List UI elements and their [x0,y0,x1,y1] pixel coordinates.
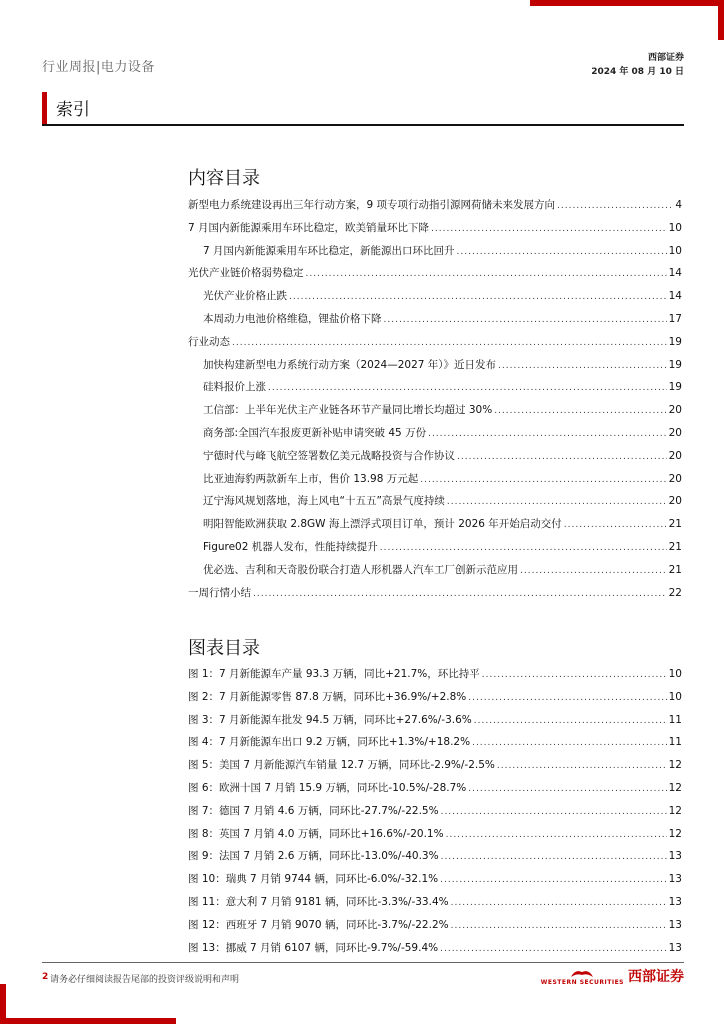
toc-entry[interactable] [188,539,682,562]
toc-entry[interactable] [188,917,682,940]
toc-leader-dots [498,361,667,371]
toc-entry-title: 比亚迪海豹两款新车上市，售价 13.98 万元起 [203,472,419,485]
toc-entry-title: 优必选、吉利和天奇股份联合打造人形机器人汽车工厂创新示范应用 [203,563,518,576]
toc-entry-page: 10 [668,668,682,680]
toc-entry-page: 17 [668,312,682,325]
toc-entry-page: 4 [675,199,682,211]
toc-leader-dots [420,475,666,485]
firm-name: 西部证券 [647,53,684,63]
footer-divider [42,962,684,963]
contents-list [188,197,682,607]
toc-entry-page: 12 [668,781,682,794]
toc-entry[interactable] [188,311,682,334]
contents-title: 内容目录 [188,168,260,189]
top-accent-bar [530,0,724,6]
toc-leader-dots [557,201,673,211]
toc-entry-page: 13 [668,918,682,931]
toc-entry-page: 13 [668,941,682,954]
toc-entry[interactable] [188,562,682,585]
toc-entry-page: 22 [668,586,682,599]
toc-entry[interactable] [188,516,682,539]
toc-entry-page: 20 [668,472,682,485]
toc-leader-dots [482,670,667,680]
toc-entry-page: 13 [668,873,682,886]
toc-entry-title: 图 12：西班牙 7 月销 9070 辆，同环比-3.7%/-22.2% [188,918,449,931]
toc-entry[interactable] [188,803,682,826]
toc-entry-title: 商务部:全国汽车报废更新补贴申请突破 45 万份 [203,426,427,439]
toc-entry[interactable] [188,197,682,220]
index-title: 索引 [56,100,90,120]
toc-entry[interactable] [188,871,682,894]
toc-leader-dots [440,875,667,885]
top-accent-bar-vertical [718,0,724,40]
toc-entry[interactable] [188,712,682,735]
toc-entry-page: 19 [668,381,682,394]
toc-entry-title: 加快构建新型电力系统行动方案（2024—2027 年）》近日发布 [203,358,497,371]
toc-entry[interactable] [188,220,682,243]
toc-entry[interactable] [188,402,682,425]
toc-leader-dots [468,693,666,703]
toc-entry[interactable] [188,848,682,871]
index-marker [42,92,47,124]
toc-entry-title: 图 8：英国 7 月销 4.0 万辆，同环比+16.6%/-20.1% [188,827,444,840]
toc-entry-page: 20 [668,404,682,417]
toc-entry-title: 图 5：美国 7 月新能源汽车销量 12.7 万辆，同环比-2.9%/-2.5% [188,759,495,772]
toc-entry-page: 21 [668,518,682,531]
toc-entry-page: 20 [668,495,682,508]
toc-entry-title: 图 9：法国 7 月销 2.6 万辆，同环比-13.0%/-40.3% [188,850,439,863]
toc-entry-page: 11 [668,713,682,726]
toc-leader-dots [384,315,667,325]
toc-entry-title: 图 11：意大利 7 月销 9181 辆，同环比-3.3%/-33.4% [188,895,449,908]
toc-leader-dots [451,921,667,931]
toc-entry-title: 硅料报价上涨 [203,381,266,394]
toc-entry-title: 宁德时代与峰飞航空签署数亿美元战略投资与合作协议 [203,449,455,462]
toc-leader-dots [520,566,667,576]
toc-entry[interactable] [188,265,682,288]
toc-entry-title: 7 月国内新能源乘用车环比稳定，欧美销量环比下降 [188,221,430,234]
toc-entry[interactable] [188,894,682,917]
toc-leader-dots [447,497,667,507]
toc-leader-dots [446,830,667,840]
toc-leader-dots [253,589,667,599]
logo-mark [541,967,624,986]
toc-entry-page: 10 [668,244,682,257]
toc-leader-dots [494,406,666,416]
toc-entry-title: 图 4：7 月新能源车出口 9.2 万辆，同环比+1.3%/+18.2% [188,736,471,749]
toc-entry-page: 13 [668,895,682,908]
toc-leader-dots [457,452,667,462]
toc-entry-page: 12 [668,804,682,817]
toc-entry[interactable] [188,493,682,516]
toc-leader-dots [457,247,667,257]
toc-entry-title: 辽宁海风规划落地，海上风电“十五五”高景气度持续 [203,495,445,508]
figures-list [188,666,682,962]
toc-entry-title: 光伏产业价格止跌 [203,290,287,303]
toc-entry[interactable] [188,826,682,849]
toc-entry[interactable] [188,425,682,448]
toc-leader-dots [564,520,667,530]
logo-english: WESTERN SECURITIES [540,978,624,986]
toc-entry-title: 图 10：瑞典 7 月销 9744 辆，同环比-6.0%/-32.1% [188,873,439,886]
toc-leader-dots [289,292,667,302]
figures-title: 图表目录 [188,638,260,659]
toc-entry-page: 13 [668,850,682,863]
toc-entry[interactable] [188,471,682,494]
bottom-accent-bar [0,1018,176,1024]
toc-entry[interactable] [188,940,682,963]
toc-entry-page: 12 [668,827,682,840]
toc-entry[interactable] [188,334,682,357]
toc-entry-page: 14 [668,267,682,280]
toc-entry-page: 10 [668,690,682,703]
toc-entry[interactable] [188,448,682,471]
toc-leader-dots [474,716,667,726]
toc-entry-title: 一周行情小结 [188,586,251,599]
toc-entry-title: 本周动力电池价格维稳，锂盐价格下降 [203,312,382,325]
toc-entry-page: 14 [668,290,682,303]
toc-entry-page: 21 [668,540,682,553]
toc-leader-dots [441,807,667,817]
bull-icon [569,967,595,979]
page-number: 2 [42,972,49,982]
toc-leader-dots [497,761,667,771]
toc-entry[interactable] [188,288,682,311]
toc-entry-page: 20 [668,449,682,462]
toc-leader-dots [472,738,667,748]
toc-entry[interactable] [188,780,682,803]
index-divider [42,124,684,126]
toc-entry-title: 图 13：挪威 7 月销 6107 辆，同环比-9.7%/-59.4% [188,941,439,954]
toc-entry-title: 7 月国内新能源乘用车环比稳定，新能源出口环比回升 [203,244,455,257]
toc-leader-dots [468,784,666,794]
toc-leader-dots [380,543,667,553]
toc-leader-dots [431,224,667,234]
toc-entry-title: Figure02 机器人发布，性能持续提升 [203,540,378,553]
report-category: 行业周报|电力设备 [42,60,155,75]
toc-leader-dots [306,269,667,279]
toc-entry-title: 工信部：上半年光伏主产业链各环节产量同比增长均超过 30% [203,404,493,417]
toc-entry-title: 明阳智能欧洲获取 2.8GW 海上漂浮式项目订单，预计 2026 年开始启动交付 [203,518,562,531]
toc-entry-title: 光伏产业链价格弱势稳定 [188,267,304,280]
toc-leader-dots [232,338,667,348]
firm-logo [541,966,684,986]
toc-entry[interactable] [188,357,682,380]
bottom-accent-bar-vertical [0,984,6,1024]
toc-entry[interactable] [188,585,682,608]
toc-entry-page: 20 [668,426,682,439]
toc-entry-page: 21 [668,563,682,576]
toc-entry-page: 19 [668,358,682,371]
toc-entry[interactable] [188,666,682,689]
toc-entry[interactable] [188,379,682,402]
toc-entry-title: 图 1：7 月新能源车产量 93.3 万辆，同比+21.7%，环比持平 [188,668,480,680]
report-date: 2024 年 08 月 10 日 [591,67,684,77]
toc-entry-page: 10 [668,221,682,234]
logo-chinese: 西部证券 [628,969,684,985]
toc-entry-title: 行业动态 [188,335,230,348]
toc-entry-title: 图 7：德国 7 月销 4.6 万辆，同环比-27.7%/-22.5% [188,804,439,817]
toc-entry-title: 图 3：7 月新能源车批发 94.5 万辆，同环比+27.6%/-3.6% [188,713,472,726]
toc-entry-page: 11 [668,736,682,749]
toc-leader-dots [268,383,667,393]
toc-entry-title: 新型电力系统建设再出三年行动方案，9 项专项行动指引源网荷储未来发展方向 [188,199,556,211]
toc-entry-title: 图 2：7 月新能源零售 87.8 万辆，同环比+36.9%/+2.8% [188,690,467,703]
toc-leader-dots [451,898,667,908]
toc-leader-dots [428,429,667,439]
toc-entry[interactable] [188,757,682,780]
toc-entry-title: 图 6：欧洲十国 7 月销 15.9 万辆，同环比-10.5%/-28.7% [188,781,467,794]
toc-entry[interactable] [188,243,682,266]
toc-entry-page: 12 [668,759,682,772]
toc-leader-dots [441,852,667,862]
toc-entry-page: 19 [668,335,682,348]
footer-disclaimer: 请务必仔细阅读报告尾部的投资评级说明和声明 [50,975,240,985]
toc-leader-dots [440,944,667,954]
toc-entry[interactable] [188,734,682,757]
toc-entry[interactable] [188,689,682,712]
